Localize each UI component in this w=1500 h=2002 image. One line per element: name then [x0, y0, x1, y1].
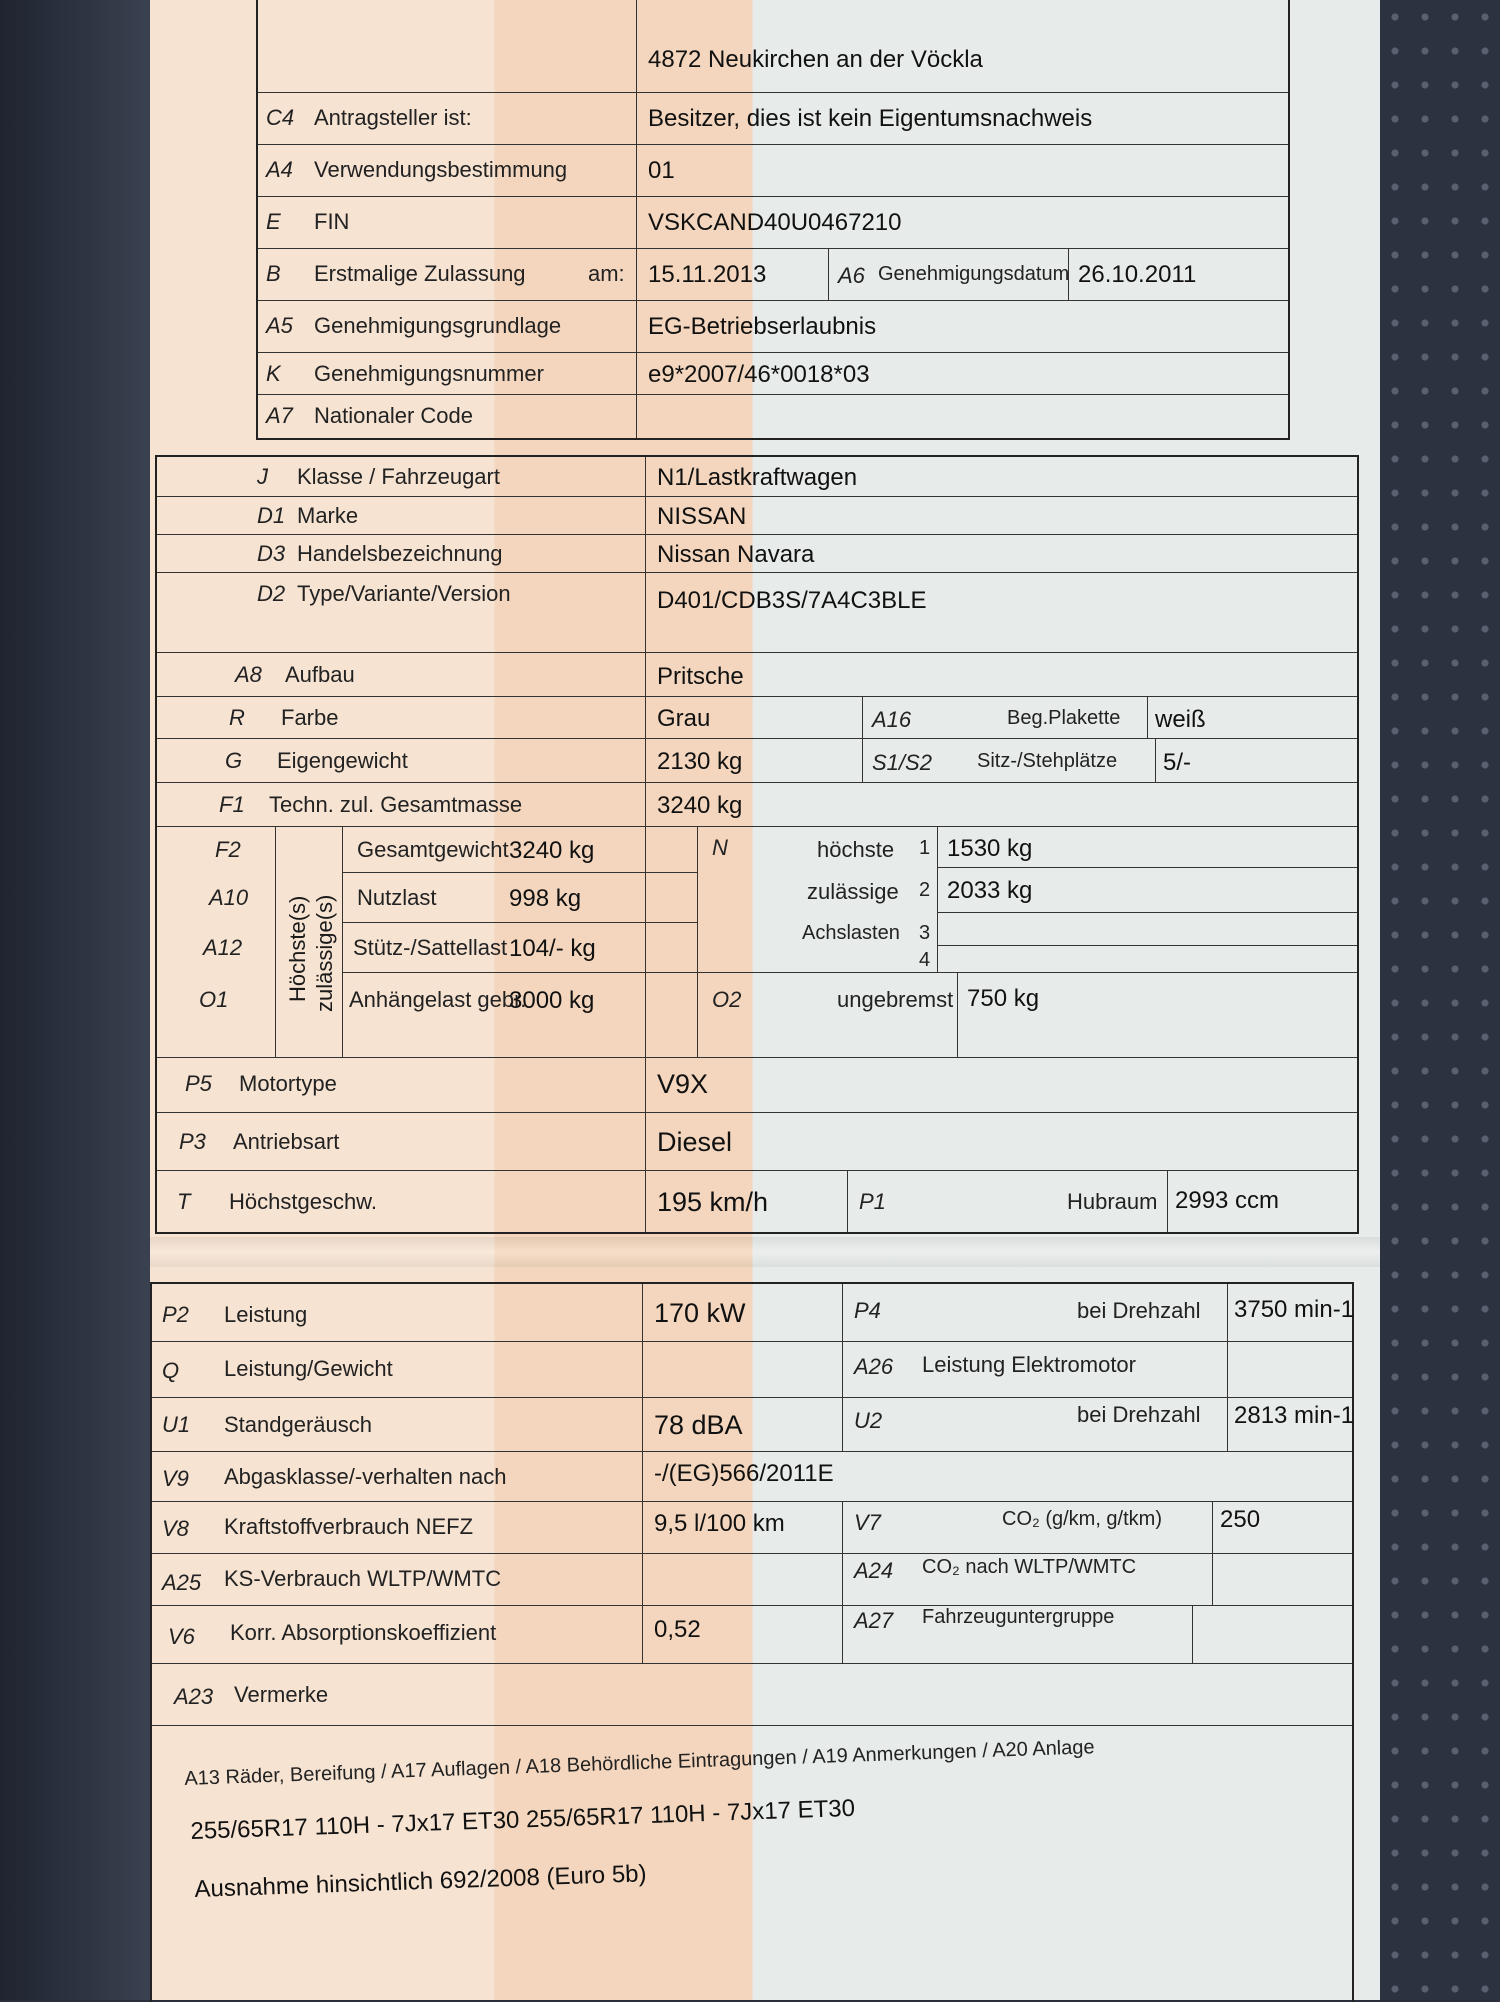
field-label: Kraftstoffverbrauch NEFZ — [224, 1514, 474, 1539]
make-value: NISSAN — [657, 503, 747, 530]
field-label: Abgasklasse/-verhalten nach — [224, 1464, 507, 1489]
field-label: Eigengewicht — [277, 748, 408, 773]
payload-value: 998 kg — [509, 885, 582, 912]
field-code: P2 — [162, 1302, 189, 1327]
sticker-value: weiß — [1155, 706, 1206, 733]
approval-number-value: e9*2007/46*0018*03 — [648, 361, 870, 388]
field-code: A7 — [266, 403, 293, 428]
field-label: 1 — [919, 837, 931, 859]
field-label: CO₂ nach WLTP/WMTC — [922, 1556, 1137, 1578]
power-value: 170 kW — [654, 1298, 746, 1328]
field-code: P5 — [185, 1071, 212, 1096]
field-label: Anhängelast gebr. — [349, 987, 527, 1012]
paper-fold — [150, 1237, 1380, 1267]
support-load-value: 104/- kg — [509, 935, 596, 962]
field-code: V8 — [162, 1516, 189, 1541]
applicant-value: Besitzer, dies ist kein Eigentumsnachweis — [648, 105, 1093, 132]
field-code: O2 — [712, 987, 742, 1012]
noise-speed-value: 2813 min-1 — [1234, 1402, 1355, 1429]
field-code: B — [266, 261, 281, 286]
field-label: Leistung Elektromotor — [922, 1352, 1136, 1377]
field-label: Gesamtgewicht — [357, 837, 509, 862]
field-label: bei Drehzahl — [1077, 1402, 1201, 1427]
approval-basis-value: EG-Betriebserlaubnis — [648, 313, 877, 340]
field-code: A23 — [174, 1684, 214, 1709]
field-code: A6 — [838, 263, 865, 288]
field-label: Type/Variante/Version — [297, 581, 511, 606]
field-label: Fahrzeuguntergruppe — [922, 1606, 1115, 1628]
emission-class-value: -/(EG)566/2011E — [654, 1460, 834, 1487]
field-code: S1/S2 — [872, 750, 932, 775]
field-label: Genehmigungsgrundlage — [314, 313, 562, 338]
field-code: K — [266, 361, 281, 386]
field-label: Höchstgeschw. — [229, 1189, 377, 1214]
section-registration — [256, 0, 1290, 440]
field-label: höchste — [817, 837, 895, 862]
trade-name-value: Nissan Navara — [657, 541, 815, 568]
field-label: Farbe — [281, 705, 339, 730]
section-vehicle — [155, 455, 1359, 1234]
field-code: D1 — [257, 503, 286, 528]
field-code: Q — [162, 1358, 180, 1383]
field-code: V6 — [168, 1624, 195, 1649]
field-label: Genehmigungsnummer — [314, 361, 544, 386]
remarks-area — [152, 1726, 1352, 2002]
field-label: Achslasten — [802, 922, 900, 944]
vehicle-class-value: N1/Lastkraftwagen — [657, 464, 858, 491]
field-label: Hubraum — [1067, 1189, 1158, 1214]
field-label: 2 — [919, 879, 931, 901]
field-code: P4 — [854, 1298, 881, 1323]
field-code: O1 — [199, 987, 229, 1012]
curb-weight-value: 2130 kg — [657, 748, 743, 775]
body-value: Pritsche — [657, 663, 744, 690]
co2-value: 250 — [1220, 1506, 1261, 1533]
field-code: E — [266, 209, 281, 234]
field-label: Beg.Plakette — [1007, 707, 1121, 729]
fuel-consumption-value: 9,5 l/100 km — [654, 1510, 785, 1537]
field-code: C4 — [266, 105, 295, 130]
vertical-label-zulaessige: zulässige(s) — [312, 894, 337, 1012]
remarks-header: A13 Räder, Bereifung / A17 Auflagen / A18 Behördliche Eintragungen / A19 Anmerkungen / A20 Anlage — [184, 1736, 1095, 1790]
field-label: Marke — [297, 503, 359, 528]
field-code: D2 — [257, 581, 286, 606]
approval-date-value: 26.10.2011 — [1078, 261, 1197, 288]
displacement-value: 2993 ccm — [1175, 1187, 1280, 1214]
field-label: Techn. zul. Gesamtmasse — [269, 792, 523, 817]
field-code: U2 — [854, 1408, 883, 1433]
seats-value: 5/- — [1163, 749, 1192, 776]
field-label: Sitz-/Stehplätze — [977, 750, 1118, 772]
engine-type-value: V9X — [657, 1069, 709, 1099]
noise-value: 78 dBA — [654, 1410, 743, 1440]
field-label: Korr. Absorptionskoeffizient — [230, 1620, 497, 1645]
axle1-value: 1530 kg — [947, 835, 1033, 862]
field-label: Handelsbezeichnung — [297, 541, 503, 566]
field-code: A25 — [162, 1570, 202, 1595]
field-code: A10 — [209, 885, 249, 910]
field-label: zulässige — [807, 879, 899, 904]
field-label: 3 — [919, 922, 931, 944]
field-label: am: — [588, 261, 625, 286]
type-variant-value: D401/CDB3S/7A4C3BLE — [657, 587, 927, 614]
first-registration-value: 15.11.2013 — [648, 261, 767, 288]
field-code: N — [712, 835, 728, 860]
field-code: J — [257, 464, 268, 489]
tyres-value: 255/65R17 110H - 7Jx17 ET30 255/65R17 110H - 7Jx17 ET30 — [190, 1794, 856, 1845]
field-code: D3 — [257, 541, 286, 566]
field-label: ungebremst — [837, 987, 954, 1012]
exemption-value: Ausnahme hinsichtlich 692/2008 (Euro 5b) — [194, 1860, 647, 1903]
field-code: R — [229, 705, 245, 730]
field-code: U1 — [162, 1412, 191, 1437]
field-label: Erstmalige Zulassung — [314, 261, 526, 286]
field-code: F2 — [215, 837, 241, 862]
field-label: CO₂ (g/km, g/tkm) — [1002, 1508, 1162, 1530]
registration-document — [150, 0, 1380, 2000]
field-label: Nutzlast — [357, 885, 437, 910]
section-technical — [150, 1282, 1354, 2002]
field-label: Motortype — [239, 1071, 337, 1096]
field-code: A27 — [854, 1608, 894, 1633]
field-code: T — [177, 1189, 191, 1214]
field-label: Klasse / Fahrzeugart — [297, 464, 500, 489]
field-code: P3 — [179, 1129, 206, 1154]
field-label: Leistung — [224, 1302, 308, 1327]
holder-address: 4872 Neukirchen an der Vöckla — [648, 46, 983, 73]
field-code: V9 — [162, 1466, 189, 1491]
field-label: Aufbau — [285, 662, 355, 687]
total-weight-value: 3240 kg — [509, 837, 595, 864]
field-code: A8 — [235, 662, 262, 687]
braked-trailer-value: 3000 kg — [509, 987, 595, 1014]
field-label: Vermerke — [234, 1682, 329, 1707]
field-label: Leistung/Gewicht — [224, 1356, 393, 1381]
gross-mass-value: 3240 kg — [657, 792, 743, 819]
rated-speed-value: 3750 min-1 — [1234, 1296, 1355, 1323]
field-label: KS-Verbrauch WLTP/WMTC — [224, 1566, 502, 1591]
field-label: Verwendungsbestimmung — [314, 157, 568, 182]
unbraked-trailer-value: 750 kg — [967, 985, 1040, 1012]
vertical-label-hoechste: Höchste(s) — [285, 895, 310, 1002]
field-code: A24 — [854, 1558, 894, 1583]
usage-value: 01 — [648, 157, 675, 184]
field-label: Nationaler Code — [314, 403, 473, 428]
field-code: A4 — [266, 157, 293, 182]
field-label: Standgeräusch — [224, 1412, 372, 1437]
field-code: A16 — [872, 707, 912, 732]
field-code: V7 — [854, 1510, 881, 1535]
field-label: Genehmigungsdatum — [878, 263, 1070, 285]
absorption-value: 0,52 — [654, 1616, 701, 1643]
field-label: FIN — [314, 209, 350, 234]
field-label: bei Drehzahl — [1077, 1298, 1201, 1323]
field-code: F1 — [219, 792, 245, 817]
field-label: Stütz-/Sattellast — [353, 935, 508, 960]
field-label: 4 — [919, 949, 931, 971]
axle2-value: 2033 kg — [947, 877, 1033, 904]
drive-type-value: Diesel — [657, 1127, 733, 1157]
field-label: Antriebsart — [233, 1129, 340, 1154]
vin-value: VSKCAND40U0467210 — [648, 209, 902, 236]
field-label: Antragsteller ist: — [314, 105, 472, 130]
color-value: Grau — [657, 705, 711, 732]
field-code: A12 — [203, 935, 243, 960]
top-speed-value: 195 km/h — [657, 1187, 769, 1217]
field-code: G — [225, 748, 243, 773]
field-code: P1 — [859, 1189, 886, 1214]
field-code: A26 — [854, 1354, 894, 1379]
field-code: A5 — [266, 313, 293, 338]
